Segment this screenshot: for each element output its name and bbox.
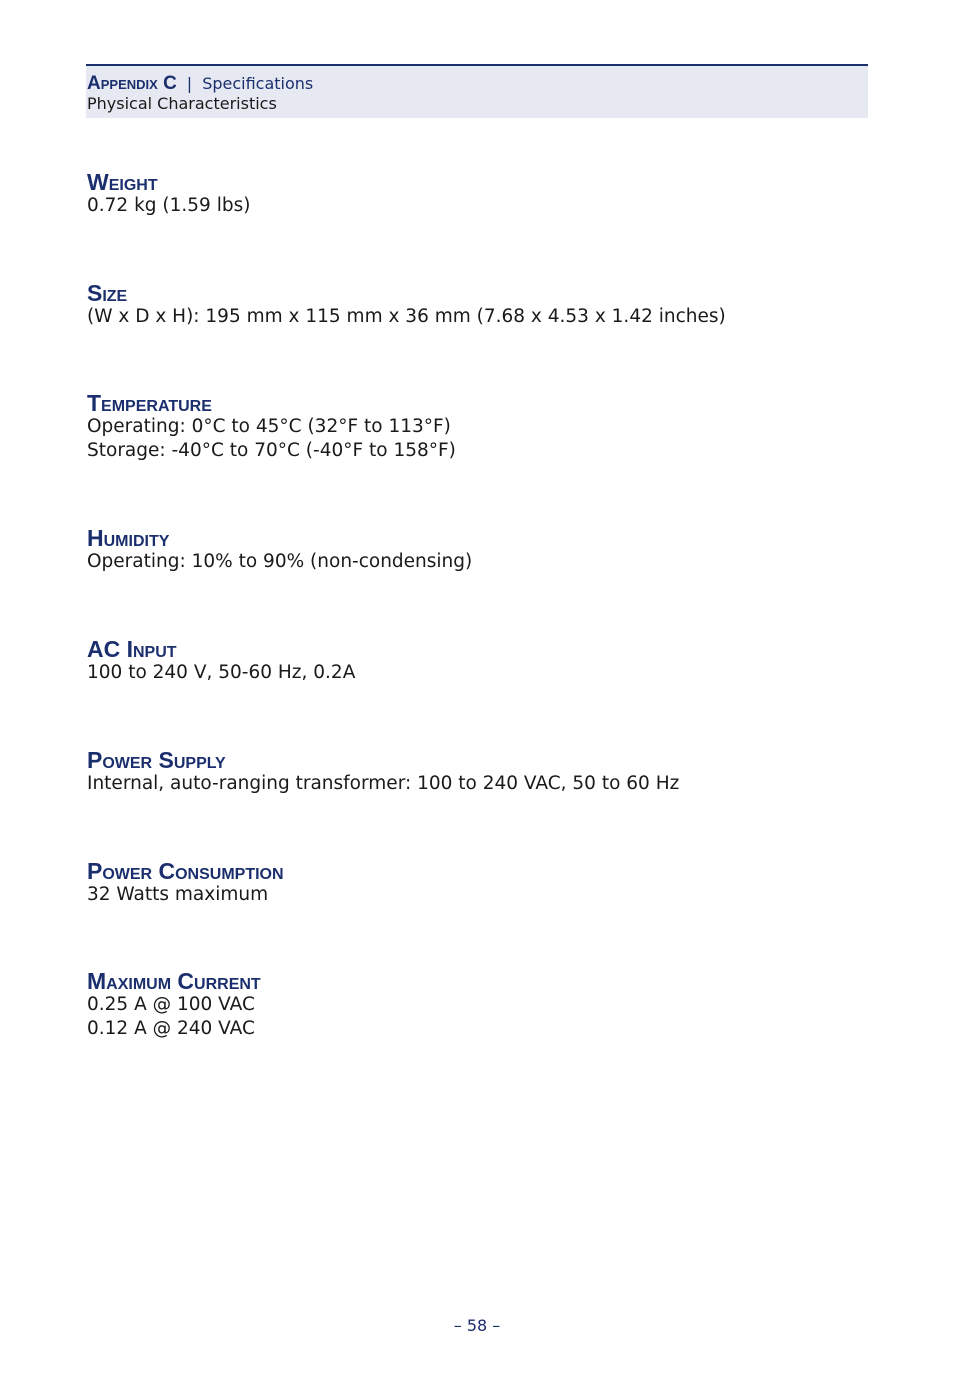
- spec-ac-input: [87, 637, 355, 685]
- spec-heading: Humidity: [87, 525, 170, 551]
- spec-heading: Power Supply: [87, 747, 226, 773]
- spec-heading: Power Consumption: [87, 858, 284, 884]
- chapter-title: Specifications: [202, 74, 314, 93]
- spec-maximum-current: [87, 969, 261, 1041]
- spec-power-supply: [87, 748, 679, 796]
- spec-humidity: [87, 526, 472, 574]
- spec-heading: Weight: [87, 169, 158, 195]
- section-title: Physical Characteristics: [87, 94, 277, 113]
- spec-weight: [87, 170, 250, 218]
- spec-value: 100 to 240 V, 50-60 Hz, 0.2A: [87, 662, 356, 683]
- spec-value: 32 Watts maximum: [87, 884, 269, 905]
- spec-value: Operating: 0°C to 45°C (32°F to 113°F): [87, 416, 451, 437]
- spec-heading: Size: [87, 280, 128, 306]
- spec-size: [87, 281, 726, 329]
- spec-temperature: [87, 391, 456, 463]
- spec-heading: AC Input: [87, 636, 177, 662]
- spec-power-consumption: [87, 859, 284, 907]
- page-number: – 58 –: [453, 1316, 501, 1335]
- spec-value: 0.12 A @ 240 VAC: [87, 1018, 255, 1039]
- spec-value: (W x D x H): 195 mm x 115 mm x 36 mm (7.68 x 4.53 x 1.42 inches): [87, 306, 726, 327]
- header-breadcrumb: [87, 73, 313, 95]
- spec-value: Storage: -40°C to 70°C (-40°F to 158°F): [87, 440, 456, 461]
- header-separator: |: [186, 74, 193, 93]
- spec-heading: Temperature: [87, 390, 212, 416]
- spec-value: 0.72 kg (1.59 lbs): [87, 195, 251, 216]
- page-header: [86, 64, 868, 118]
- spec-value: 0.25 A @ 100 VAC: [87, 994, 255, 1015]
- spec-value: Operating: 10% to 90% (non-condensing): [87, 551, 473, 572]
- spec-heading: Maximum Current: [87, 968, 261, 994]
- spec-value: Internal, auto-ranging transformer: 100 to 240 VAC, 50 to 60 Hz: [87, 773, 680, 794]
- appendix-label: Appendix C: [87, 73, 177, 94]
